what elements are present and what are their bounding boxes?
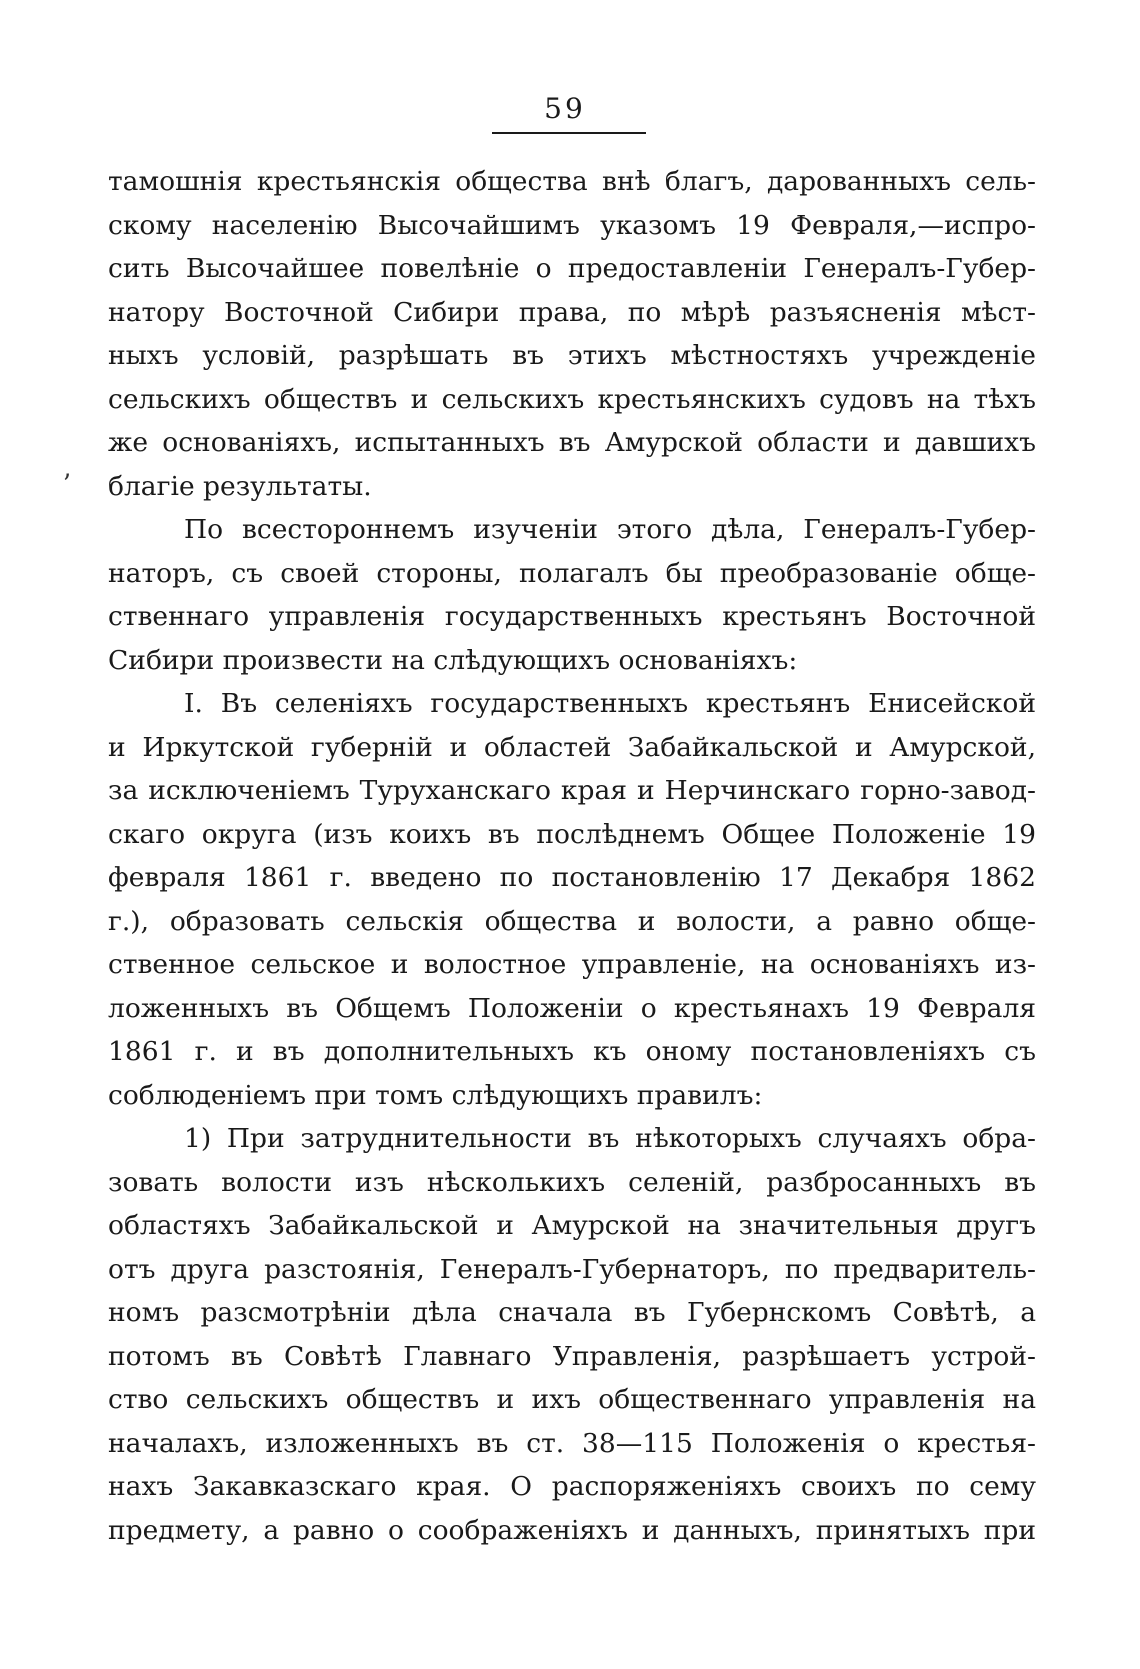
text-line: ственнаго управленія государственныхъ крестьянъ Восточной <box>108 601 1036 632</box>
print-speck: ʼ <box>62 470 71 500</box>
text-line: ство сельскихъ обществъ и ихъ общественнаго управленія на <box>108 1384 1036 1415</box>
text-line: сельскихъ обществъ и сельскихъ крестьянскихъ судовъ на тѣхъ <box>108 383 1036 415</box>
paragraph-start: 1) При затруднительности въ нѣкоторыхъ случаяхъ обра- <box>184 1123 1036 1154</box>
text-line: началахъ, изложенныхъ въ ст. 38—115 Положенія о крестья- <box>108 1427 1036 1459</box>
text-line: отъ друга разстоянія, Генералъ-Губернаторъ, по предваритель- <box>108 1253 1036 1285</box>
text-line: г.), образовать сельскія общества и волости, а равно обще- <box>108 905 1036 937</box>
text-line: областяхъ Забайкальской и Амурской на значительныя другъ <box>108 1210 1036 1241</box>
text-line: тамошнія крестьянскія общества внѣ благъ, дарованныхъ сель- <box>108 166 1036 197</box>
text-line: же основаніяхъ, испытанныхъ въ Амурской области и давшихъ <box>108 427 1036 458</box>
text-line: и Иркутской губерній и областей Забайкальской и Амурской, <box>108 731 1036 763</box>
text-line: сить Высочайшее повелѣніе о предоставленіи Генералъ-Губер- <box>108 253 1036 284</box>
page-number: 59 <box>544 92 586 125</box>
paragraph-start: По всестороннемъ изученіи этого дѣла, Генералъ-Губер- <box>184 514 1036 545</box>
text-line: скаго округа (изъ коихъ въ послѣднемъ Общее Положеніе 19 <box>108 818 1036 850</box>
text-line: потомъ въ Совѣтѣ Главнаго Управленія, разрѣшаетъ устрой- <box>108 1340 1036 1372</box>
text-line: соблюденіемъ при томъ слѣдующихъ правилъ: <box>108 1079 763 1111</box>
page-number-rule <box>492 132 646 134</box>
text-line: Сибири произвести на слѣдующихъ основаніяхъ: <box>108 644 798 676</box>
text-line: ственное сельское и волостное управленіе, на основаніяхъ из- <box>108 949 1036 980</box>
text-line: ложенныхъ въ Общемъ Положеніи о крестьянахъ 19 Февраля <box>108 992 1036 1024</box>
paragraph-start: I. Въ селеніяхъ государственныхъ крестьянъ Енисейской <box>184 688 1036 719</box>
text-line: натору Восточной Сибири права, по мѣрѣ разъясненія мѣст- <box>108 296 1036 328</box>
text-line: предмету, а равно о соображеніяхъ и данныхъ, принятыхъ при <box>108 1514 1036 1546</box>
text-line: февраля 1861 г. введено по постановленію 17 Декабря 1862 <box>108 862 1036 893</box>
text-line: наторъ, съ своей стороны, полагалъ бы преобразованіе обще- <box>108 557 1036 589</box>
text-line: скому населенію Высочайшимъ указомъ 19 Февраля,—испро- <box>108 209 1036 241</box>
text-line: за исключеніемъ Туруханскаго края и Нерчинскаго горно-завод- <box>108 775 1036 806</box>
text-line: 1861 г. и въ дополнительныхъ къ оному постановленіяхъ съ <box>108 1036 1036 1067</box>
body-text <box>108 160 1036 1552</box>
text-line: нахъ Закавказскаго края. О распоряженіяхъ своихъ по сему <box>108 1471 1036 1502</box>
text-line: благіе результаты. <box>108 470 372 502</box>
text-line: зовать волости изъ нѣсколькихъ селеній, разбросанныхъ въ <box>108 1166 1036 1198</box>
text-line: ныхъ условій, разрѣшать въ этихъ мѣстностяхъ учрежденіе <box>108 340 1036 371</box>
text-line: номъ разсмотрѣніи дѣла сначала въ Губернскомъ Совѣтѣ, а <box>108 1297 1036 1328</box>
